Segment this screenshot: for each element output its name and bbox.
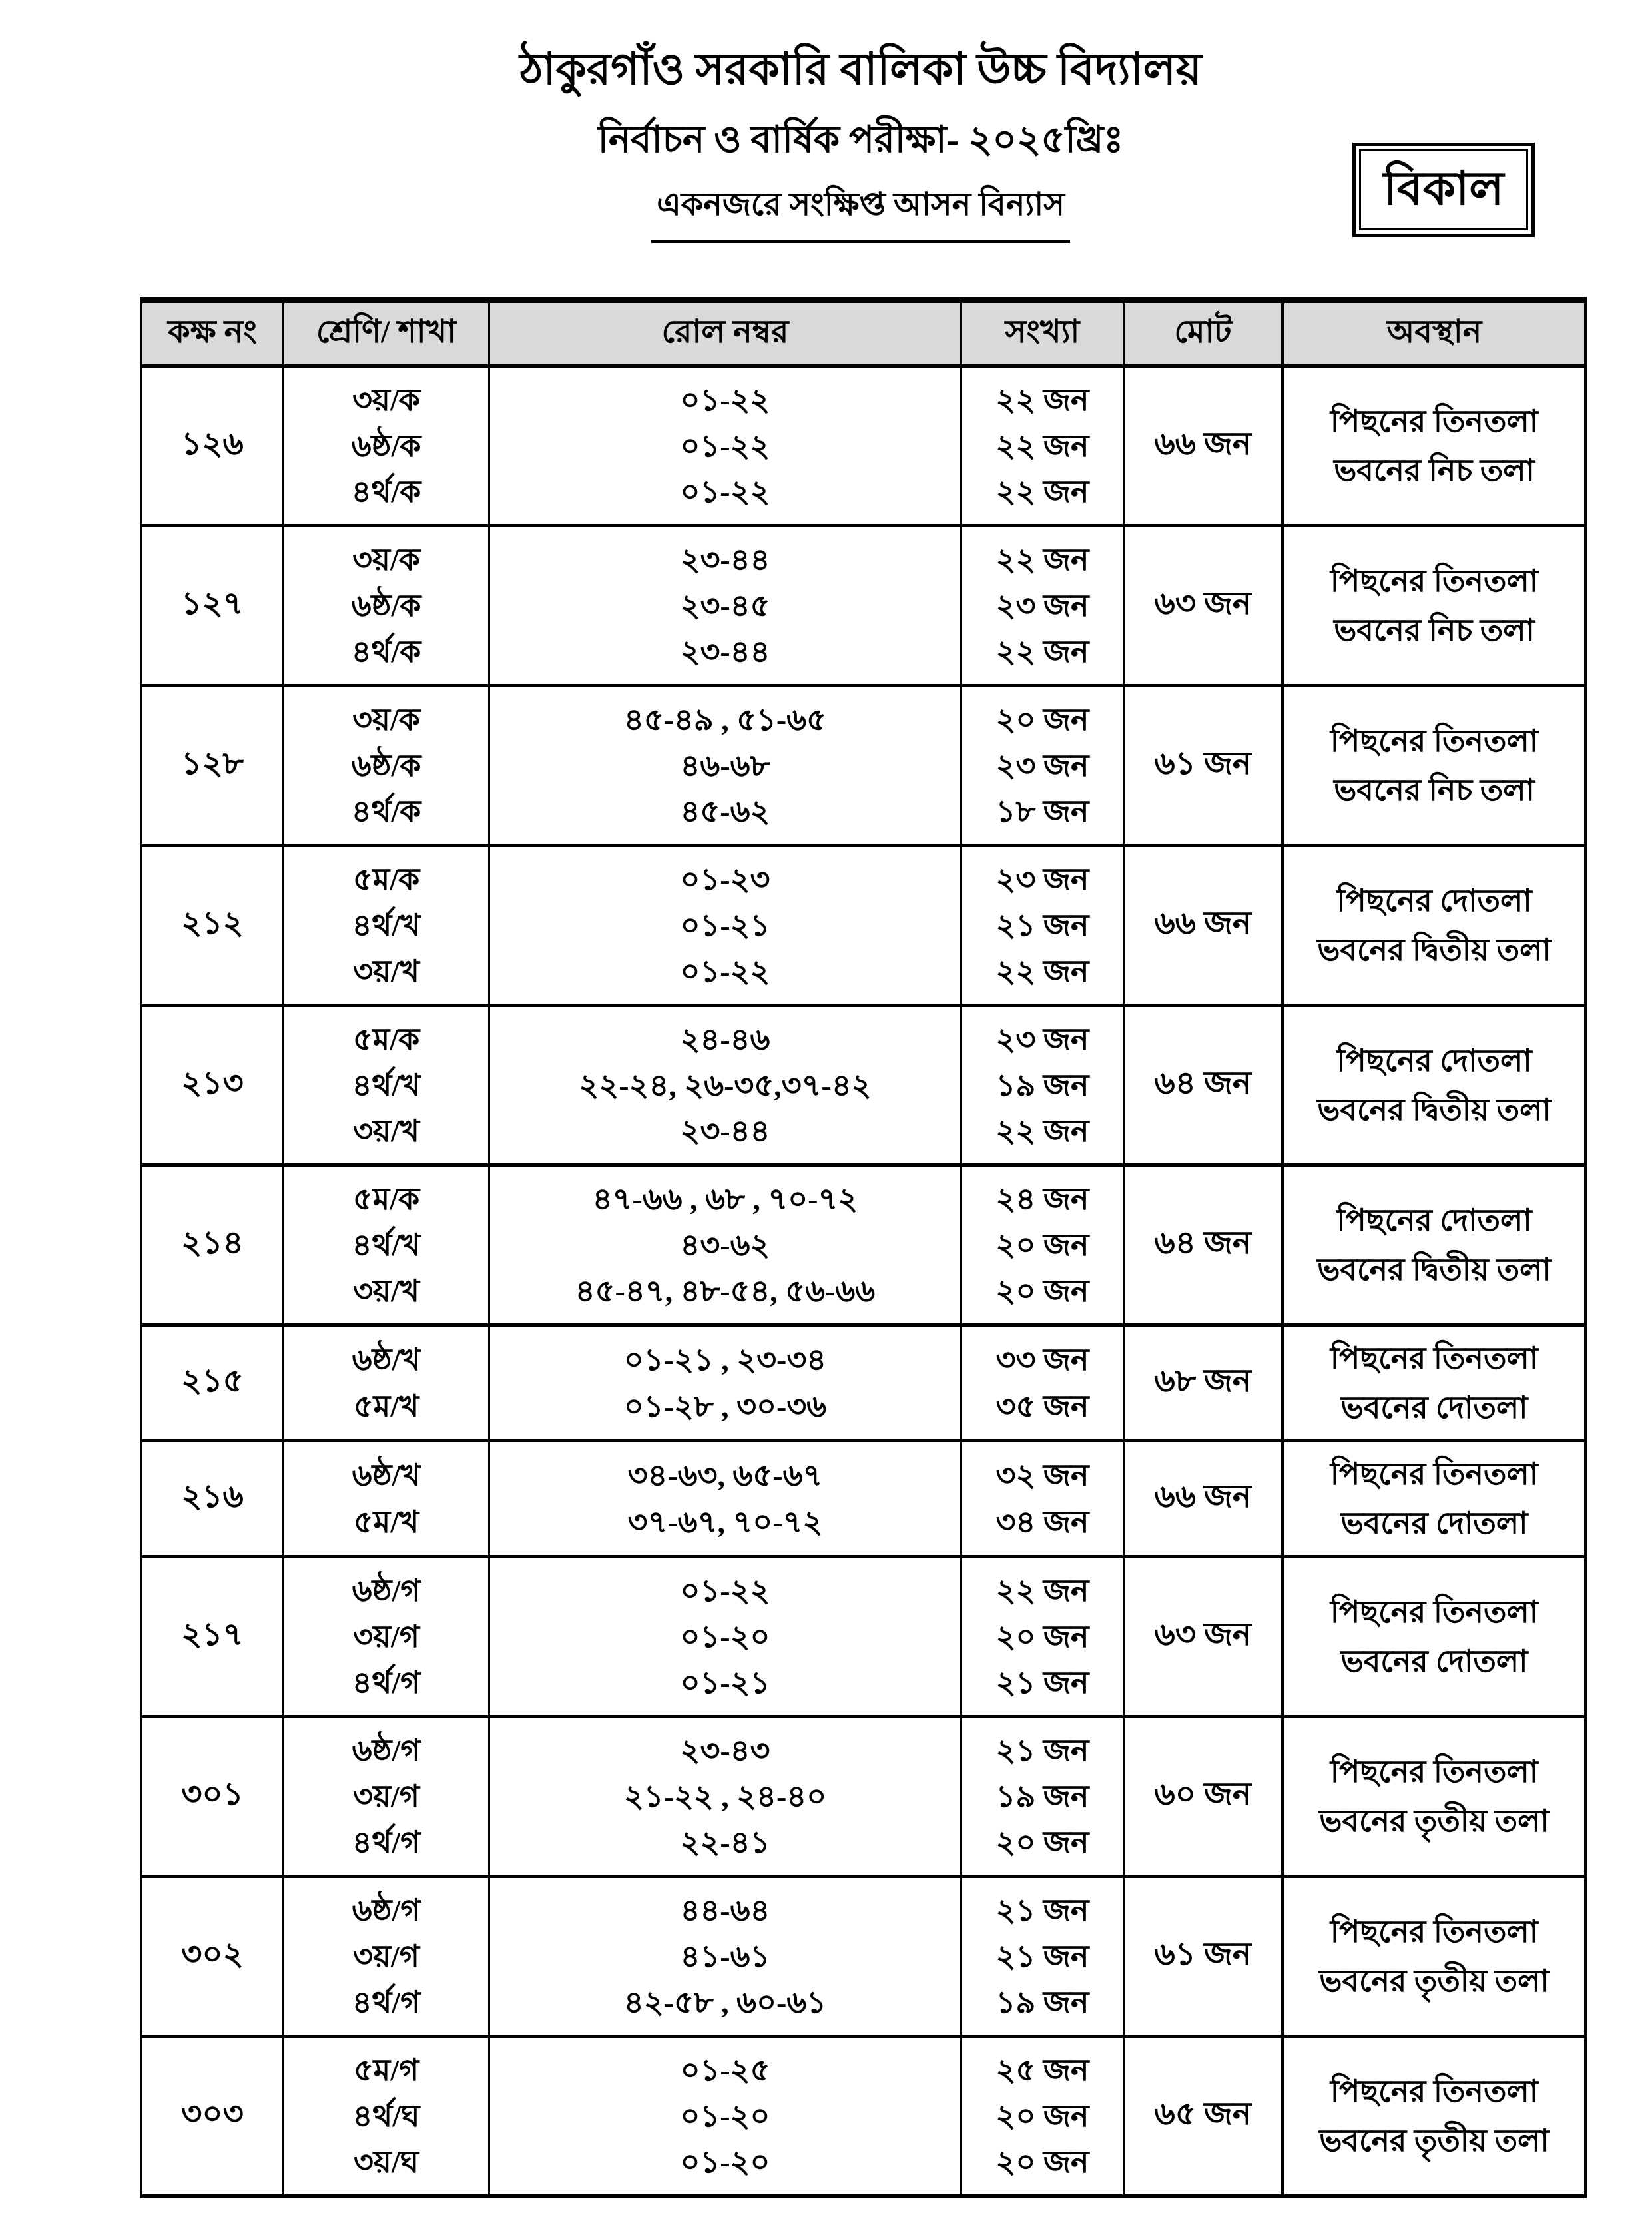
count-value: ২২ জন: [995, 474, 1089, 509]
table-row: [142, 1442, 1584, 1558]
table-row: [142, 847, 1584, 1007]
exam-title: নির্বাচন ও বার্ষিক পরীক্ষা- ২০২৫খ্রিঃ: [597, 119, 1124, 160]
count-value: ২৩ জন: [995, 588, 1089, 623]
roll-range: ০১-২২: [680, 954, 770, 988]
total-count: ৬১ জন: [1125, 687, 1284, 844]
count-cell: [962, 1167, 1125, 1323]
class-section-label: ৬ষ্ঠ/খ: [352, 1342, 421, 1377]
column-header-count: সংখ্যা: [962, 303, 1125, 364]
class-section-label: ৬ষ্ঠ/ক: [351, 428, 421, 463]
room-number: ২১৬: [142, 1442, 284, 1555]
roll-range: ৪৪-৬৪: [680, 1893, 770, 1927]
total-count: ৬৬ জন: [1125, 847, 1284, 1004]
class-section-cell: [284, 368, 490, 524]
class-section-cell: [284, 1007, 490, 1163]
room-number: ২১৩: [142, 1007, 284, 1163]
room-number: ৩০৩: [142, 2038, 284, 2194]
count-value: ২০ জন: [995, 1825, 1089, 1859]
class-section-label: ৬ষ্ঠ/গ: [352, 1893, 421, 1927]
class-section-cell: [284, 1327, 490, 1439]
class-section-label: ৩য়/খ: [353, 1114, 419, 1148]
count-cell: [962, 1007, 1125, 1163]
roll-range: ০১-২১: [680, 1665, 770, 1700]
count-value: ৩৩ জন: [995, 1342, 1089, 1377]
count-value: ২১ জন: [995, 1939, 1089, 1973]
class-section-label: ৬ষ্ঠ/গ: [352, 1573, 421, 1608]
roll-range: ০১-২০: [680, 2098, 770, 2133]
count-value: ৩৫ জন: [995, 1389, 1089, 1424]
room-number: ২১৪: [142, 1167, 284, 1323]
class-section-label: ৫ম/খ: [353, 1505, 419, 1540]
location: পিছনের তিনতলা ভবনের দোতলা: [1330, 1456, 1539, 1540]
count-cell: [962, 1442, 1125, 1555]
count-cell: [962, 1558, 1125, 1715]
shift-badge: [1352, 143, 1535, 237]
count-cell: [962, 687, 1125, 844]
roll-cell: [490, 1718, 962, 1875]
roll-cell: [490, 687, 962, 844]
room-number: ৩০২: [142, 1878, 284, 2035]
class-section-cell: [284, 2038, 490, 2194]
count-value: ২১ জন: [995, 1893, 1089, 1927]
table-row: [142, 1007, 1584, 1167]
roll-range: ০১-২২: [680, 382, 770, 417]
room-number: ২১৫: [142, 1327, 284, 1439]
location: পিছনের তিনতলা ভবনের তৃতীয় তলা: [1319, 2074, 1549, 2158]
class-section-cell: [284, 1718, 490, 1875]
roll-cell: [490, 1558, 962, 1715]
table-row: [142, 2038, 1584, 2194]
school-name: ঠাকুরগাঁও সরকারি বালিকা উচ্চ বিদ্যালয়: [519, 45, 1202, 94]
class-section-label: ৪র্থ/ক: [351, 794, 421, 828]
roll-range: ০১-২২: [680, 474, 770, 509]
class-section-label: ৫ম/ক: [352, 1022, 420, 1056]
class-section-label: ৫ম/ক: [352, 862, 420, 896]
count-value: ২৩ জন: [995, 748, 1089, 783]
roll-range: ৪৫-৬২: [680, 794, 770, 828]
count-value: ১৯ জন: [995, 1985, 1089, 2019]
class-section-label: ৪র্থ/ঘ: [352, 2098, 420, 2133]
class-section-cell: [284, 527, 490, 684]
table-row: [142, 527, 1584, 687]
class-section-label: ৪র্থ/খ: [352, 908, 421, 942]
class-section-label: ৪র্থ/ক: [351, 634, 421, 669]
roll-cell: [490, 368, 962, 524]
column-header-class-section: শ্রেণি/ শাখা: [284, 303, 490, 364]
count-value: ৩২ জন: [995, 1458, 1089, 1492]
count-value: ২৩ জন: [995, 862, 1089, 896]
count-value: ২০ জন: [995, 1273, 1089, 1308]
count-value: ২২ জন: [995, 542, 1089, 577]
roll-range: ২৩-৪৫: [680, 588, 770, 623]
roll-range: ৪৫-৪৭, ৪৮-৫৪, ৫৬-৬৬: [575, 1273, 876, 1308]
total-count: ৬৬ জন: [1125, 368, 1284, 524]
roll-range: ২১-২২ , ২৪-৪০: [623, 1779, 827, 1813]
total-count: ৬৬ জন: [1125, 1442, 1284, 1555]
location: পিছনের তিনতলা ভবনের তৃতীয় তলা: [1319, 1754, 1549, 1838]
class-section-label: ৪র্থ/গ: [352, 1665, 421, 1700]
count-value: ২০ জন: [995, 2098, 1089, 2133]
location: পিছনের তিনতলা ভবনের নিচ তলা: [1330, 404, 1539, 487]
count-value: ২০ জন: [995, 702, 1089, 737]
roll-range: ২৩-৪৪: [680, 542, 770, 577]
count-value: ২১ জন: [995, 1733, 1089, 1767]
count-cell: [962, 847, 1125, 1004]
roll-range: ০১-২৮ , ৩০-৩৬: [623, 1389, 827, 1424]
count-cell: [962, 527, 1125, 684]
count-value: ২০ জন: [995, 1227, 1089, 1262]
class-section-label: ৪র্থ/খ: [352, 1068, 421, 1102]
class-section-label: ৪র্থ/গ: [352, 1985, 421, 2019]
roll-cell: [490, 527, 962, 684]
roll-cell: [490, 1442, 962, 1555]
room-number: ১২৭: [142, 527, 284, 684]
class-section-label: ৩য়/খ: [353, 1273, 419, 1308]
class-section-label: ৩য়/ঘ: [353, 2144, 419, 2179]
total-count: ৬৩ জন: [1125, 1558, 1284, 1715]
table-row: [142, 1718, 1584, 1878]
count-value: ২২ জন: [995, 1114, 1089, 1148]
class-section-label: ৬ষ্ঠ/খ: [352, 1458, 421, 1492]
class-section-label: ৫ম/গ: [353, 2053, 419, 2087]
shift-badge-label: বিকাল: [1359, 149, 1528, 230]
class-section-label: ৪র্থ/ক: [351, 474, 421, 509]
count-cell: [962, 1327, 1125, 1439]
count-value: ১৮ জন: [995, 794, 1089, 828]
total-count: ৬৪ জন: [1125, 1007, 1284, 1163]
count-value: ২০ জন: [995, 2144, 1089, 2179]
count-value: ২১ জন: [995, 908, 1089, 942]
location: পিছনের তিনতলা ভবনের তৃতীয় তলা: [1319, 1914, 1549, 1998]
roll-cell: [490, 847, 962, 1004]
roll-range: ২৩-৪৪: [680, 634, 770, 669]
class-section-label: ৪র্থ/গ: [352, 1825, 421, 1859]
roll-range: ০১-২০: [680, 2144, 770, 2179]
roll-range: ০১-২১: [680, 908, 770, 942]
class-section-label: ৫ম/ক: [352, 1181, 420, 1216]
column-header-location: অবস্থান: [1386, 314, 1482, 350]
table-row: [142, 1167, 1584, 1327]
location: পিছনের দোতলা ভবনের দ্বিতীয় তলা: [1317, 883, 1551, 967]
table-row: [142, 368, 1584, 527]
table-row: [142, 1558, 1584, 1718]
count-value: ২১ জন: [995, 1665, 1089, 1700]
count-cell: [962, 1718, 1125, 1875]
class-section-cell: [284, 1878, 490, 2035]
roll-range: ৪৫-৪৯ , ৫১-৬৫: [624, 702, 826, 737]
room-number: ১২৮: [142, 687, 284, 844]
subheading: একনজরে সংক্ষিপ্ত আসন বিন্যাস: [651, 180, 1070, 243]
total-count: ৬৮ জন: [1125, 1327, 1284, 1439]
class-section-cell: [284, 687, 490, 844]
class-section-label: ৩য়/খ: [353, 954, 419, 988]
roll-range: ৪১-৬১: [680, 1939, 770, 1973]
location: পিছনের তিনতলা ভবনের দোতলা: [1330, 1594, 1539, 1678]
roll-cell: [490, 1327, 962, 1439]
roll-range: ৩৭-৬৭, ৭০-৭২: [627, 1505, 823, 1540]
location: পিছনের তিনতলা ভবনের নিচ তলা: [1330, 723, 1539, 807]
total-count: ৬১ জন: [1125, 1878, 1284, 2035]
total-count: ৬৫ জন: [1125, 2038, 1284, 2194]
count-value: ২৪ জন: [995, 1181, 1089, 1216]
room-number: ২১২: [142, 847, 284, 1004]
roll-range: ৪২-৫৮ , ৬০-৬১: [623, 1985, 827, 2019]
table-header-row: [142, 303, 1584, 368]
column-header-total: মোট: [1125, 303, 1284, 364]
roll-range: ০১-২২: [680, 428, 770, 463]
class-section-label: ৩য়/ক: [352, 542, 420, 577]
class-section-label: ৩য়/ক: [352, 382, 420, 417]
location: পিছনের তিনতলা ভবনের দোতলা: [1330, 1341, 1539, 1425]
column-header-room: কক্ষ নং: [142, 303, 284, 364]
roll-range: ২৩-৪৪: [680, 1114, 770, 1148]
class-section-label: ৫ম/খ: [353, 1389, 419, 1424]
class-section-label: ৬ষ্ঠ/ক: [351, 588, 421, 623]
column-header-roll: রোল নম্বর: [490, 303, 962, 364]
table-row: [142, 1327, 1584, 1442]
total-count: ৬৩ জন: [1125, 527, 1284, 684]
table-body: [142, 368, 1584, 2194]
roll-range: ৪৩-৬২: [680, 1227, 770, 1262]
class-section-cell: [284, 1558, 490, 1715]
count-cell: [962, 2038, 1125, 2194]
class-section-label: ৪র্থ/খ: [352, 1227, 421, 1262]
class-section-label: ৬ষ্ঠ/গ: [352, 1733, 421, 1767]
roll-range: ২২-২৪, ২৬-৩৫,৩৭-৪২: [579, 1068, 872, 1102]
class-section-cell: [284, 847, 490, 1004]
count-value: ১৯ জন: [995, 1068, 1089, 1102]
count-cell: [962, 368, 1125, 524]
total-count: ৬০ জন: [1125, 1718, 1284, 1875]
count-value: ২২ জন: [995, 428, 1089, 463]
class-section-label: ৩য়/গ: [353, 1939, 419, 1973]
location: পিছনের তিনতলা ভবনের নিচ তলা: [1330, 563, 1539, 647]
count-value: ১৯ জন: [995, 1779, 1089, 1813]
count-value: ৩৪ জন: [995, 1505, 1089, 1540]
location: পিছনের দোতলা ভবনের দ্বিতীয় তলা: [1317, 1043, 1551, 1127]
room-number: ১২৬: [142, 368, 284, 524]
total-count: ৬৪ জন: [1125, 1167, 1284, 1323]
roll-range: ২৩-৪৩: [680, 1733, 770, 1767]
class-section-label: ৩য়/গ: [353, 1779, 419, 1813]
class-section-cell: [284, 1167, 490, 1323]
count-value: ২০ জন: [995, 1619, 1089, 1654]
count-value: ২৩ জন: [995, 1022, 1089, 1056]
count-value: ২২ জন: [995, 382, 1089, 417]
roll-cell: [490, 1167, 962, 1323]
seating-table: [140, 297, 1587, 2198]
count-cell: [962, 1878, 1125, 2035]
class-section-label: ৩য়/ক: [352, 702, 420, 737]
count-value: ২২ জন: [995, 634, 1089, 669]
count-value: ২৫ জন: [995, 2053, 1089, 2087]
location: পিছনের দোতলা ভবনের দ্বিতীয় তলা: [1317, 1203, 1551, 1287]
count-value: ২২ জন: [995, 954, 1089, 988]
table-row: [142, 1878, 1584, 2038]
roll-cell: [490, 1007, 962, 1163]
roll-range: ২৪-৪৬: [680, 1022, 770, 1056]
roll-range: ০১-২১ , ২৩-৩৪: [623, 1342, 827, 1377]
table-row: [142, 687, 1584, 847]
roll-range: ৪৬-৬৮: [680, 748, 770, 783]
class-section-cell: [284, 1442, 490, 1555]
roll-range: ০১-২২: [680, 1573, 770, 1608]
roll-cell: [490, 2038, 962, 2194]
roll-cell: [490, 1878, 962, 2035]
count-value: ২২ জন: [995, 1573, 1089, 1608]
roll-range: ০১-২৩: [680, 862, 770, 896]
roll-range: ২২-৪১: [680, 1825, 770, 1859]
room-number: ২১৭: [142, 1558, 284, 1715]
roll-range: ৪৭-৬৬ , ৬৮ , ৭০-৭২: [592, 1181, 858, 1216]
roll-range: ৩৪-৬৩, ৬৫-৬৭: [627, 1458, 823, 1492]
roll-range: ০১-২০: [680, 1619, 770, 1654]
room-number: ৩০১: [142, 1718, 284, 1875]
class-section-label: ৬ষ্ঠ/ক: [351, 748, 421, 783]
class-section-label: ৩য়/গ: [353, 1619, 419, 1654]
roll-range: ০১-২৫: [680, 2053, 770, 2087]
